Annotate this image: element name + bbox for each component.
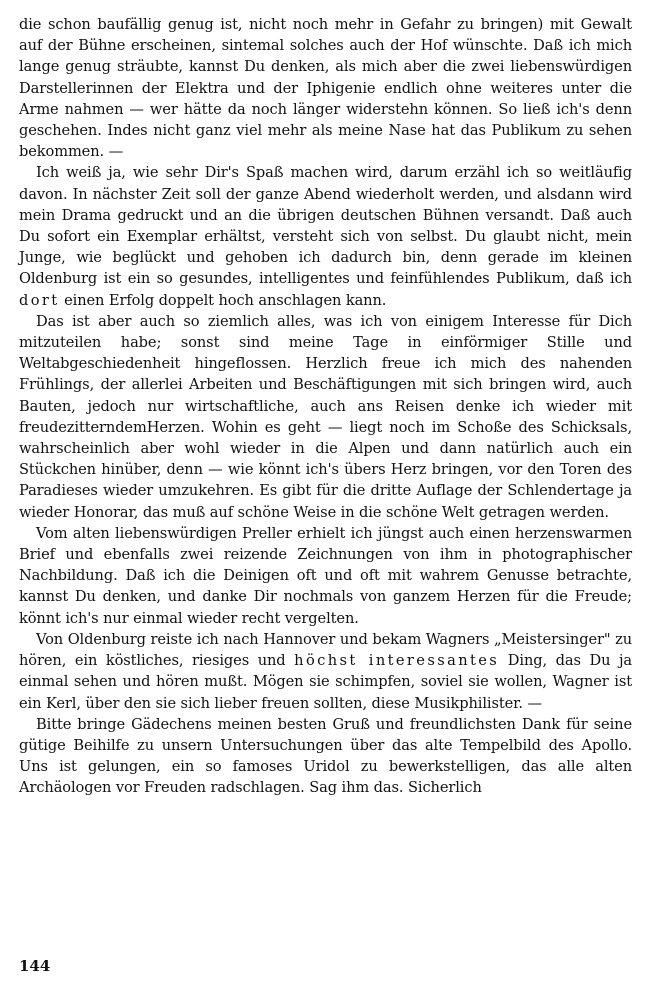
paragraph-3 xyxy=(19,311,632,523)
paragraph-5-emphasis: höchst interessantes xyxy=(294,652,500,670)
paragraph-5 xyxy=(19,629,632,714)
page-number: 144 xyxy=(19,957,51,975)
paragraph-2-emphasis: dort xyxy=(19,291,60,309)
paragraph-4-text: Vom alten liebenswürdigen Preller erhielt ich jüngst auch einen herzenswarmen Brief und ebenfalls zwei reizende Zeichnungen von ihm in photographischer Nachbildung. Daß ich die Deinigen oft und oft mit wahrem Genusse betrachte, kannst Du denken, und danke Dir nochmals von ganzem Herzen für die Freude; könnt ich's nur einmal wieder recht vergelten. xyxy=(19,524,632,627)
paragraph-1-text: die schon baufällig genug ist, nicht noch mehr in Gefahr zu bringen) mit Gewalt auf der Bühne erscheinen, sintemal solches auch der Hof wünschte. Daß ich mich lange genug sträubte, kannst Du denken, als mich aber die zwei liebenswürdigen Darstellerinnen der Elektra und der Iphigenie endlich ohne weiteres unter die Arme nahmen — wer hätte da noch länger widerstehn können. So ließ ich's denn geschehen. Indes nicht ganz viel mehr als meine Nase hat das Publikum zu sehen bekommen. — xyxy=(19,16,632,161)
paragraph-2-text-a: Ich weiß ja, wie sehr Dir's Spaß machen wird, darum erzähl ich so weitläufig davon. In nächster Zeit soll der ganze Abend wiederholt werden, und alsdann wird mein Drama gedruckt und an die übrigen deutschen Bühnen versandt. Daß auch Du sofort ein Exemplar erhältst, versteht sich von selbst. Du glaubt nicht, mein Junge, wie beglückt und gehoben ich dadurch bin, denn gerade im kleinen Oldenburg ist ein so gesundes, intelligentes und feinfühlendes Publikum, daß ich xyxy=(19,164,632,288)
paragraph-5-text-b: Ding, das Du ja einmal sehen und hören mußt. Mögen sie schimpfen, soviel sie wollen, Wagner ist ein Kerl, über den sie sich lieber freuen sollten, diese Musikphilister. — xyxy=(19,652,633,712)
paragraph-5-text-a: Von Oldenburg reiste ich nach Hannover und bekam Wagners „Meistersinger" zu hören, ein köstliches, riesiges und xyxy=(19,630,632,670)
paragraph-4 xyxy=(19,523,632,629)
paragraph-1 xyxy=(19,14,632,162)
body-text xyxy=(19,14,632,799)
paragraph-2 xyxy=(19,162,632,310)
paragraph-6-text: Bitte bringe Gädechens meinen besten Gruß und freundlichsten Dank für seine gütige Beihilfe zu unsern Untersuchungen über das alte Tempelbild des Apollo. Uns ist gelungen, ein so famoses Uridol zu bewerkstelligen, das alle alten Archäologen vor Freuden radschlagen. Sag ihm das. Sicherlich xyxy=(19,715,632,797)
paragraph-3-text: Das ist aber auch so ziemlich alles, was ich von einigem Interesse für Dich mitzuteilen habe; sonst sind meine Tage in einförmiger Stille und Weltabgeschiedenheit hingeflossen. Herzlich freue ich mich des nahenden Frühlings, der allerlei Arbeiten und Beschäftigungen mit sich bringen wird, auch Bauten, jedoch nur wirtschaftliche, auch ans Reisen denke ich wieder mit freudezitterndemHerzen. Wohin es geht — liegt noch im Schoße des Schicksals, wahrscheinlich aber wohl wieder in die Alpen und dann natürlich auch ein Stückchen hinüber, denn — wie könnt ich's übers Herz bringen, vor den Toren des Paradieses wieder umzukehren. Es gibt für die dritte Auflage der Schlendertage ja wieder Honorar, das muß auf schöne Weise in die schöne Welt getragen werden. xyxy=(19,312,632,521)
paragraph-2-text-b: einen Erfolg doppelt hoch anschlagen kann. xyxy=(59,291,387,309)
paragraph-6 xyxy=(19,714,632,799)
